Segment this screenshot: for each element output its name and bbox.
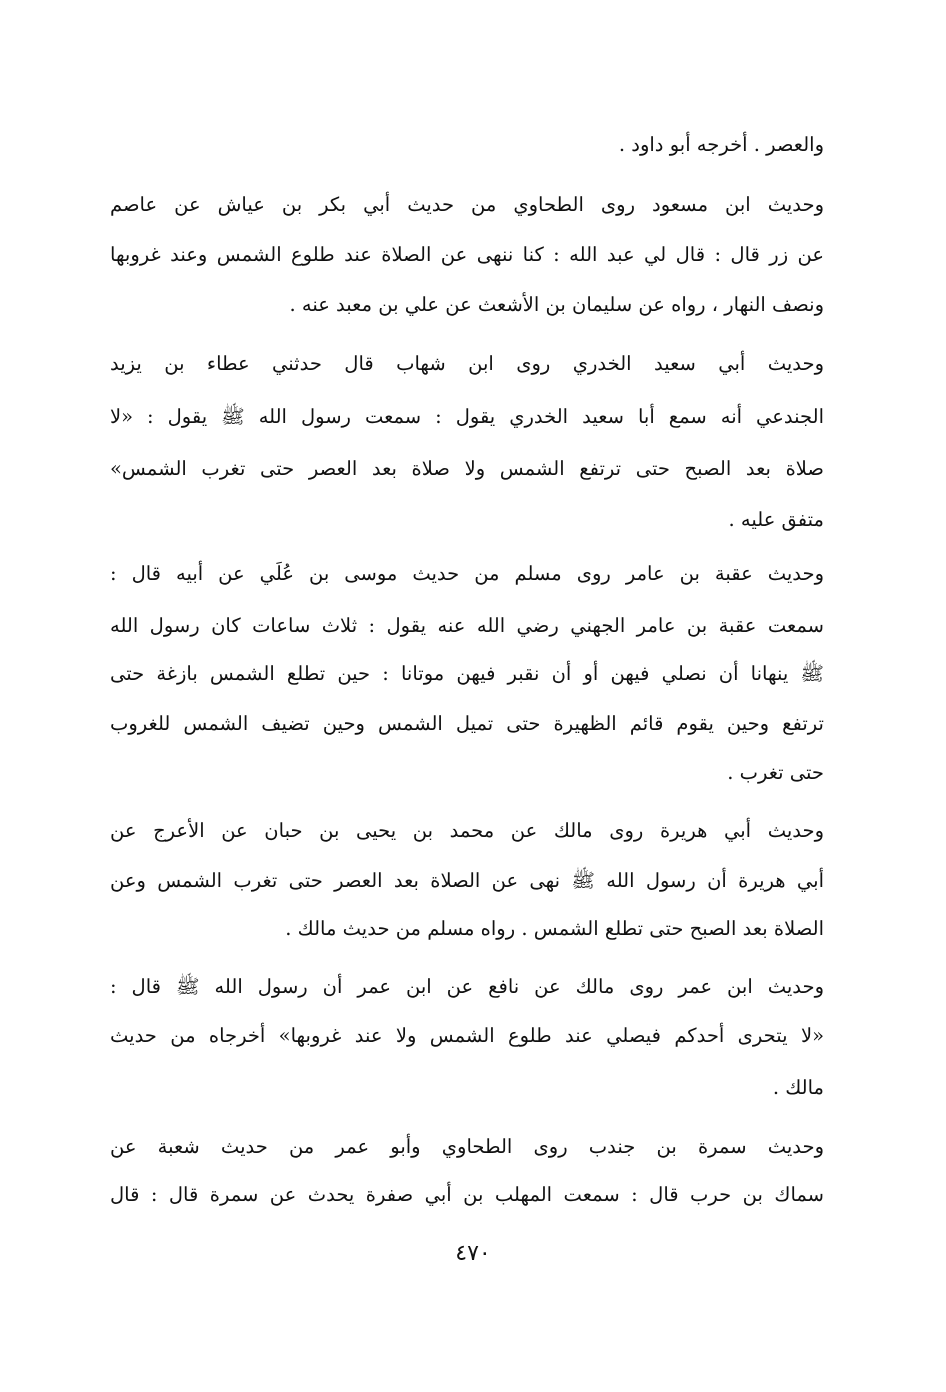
text-line: وحديث عقبة بن عامر روى مسلم من حديث موسى بن عُلَي عن أبيه قال : <box>110 562 824 585</box>
text-line: صلاة بعد الصبح حتى ترتفع الشمس ولا صلاة بعد العصر حتى تغرب الشمس» <box>110 457 824 480</box>
page-number: ٤٧٠ <box>455 1241 491 1266</box>
text-line: وحديث أبي هريرة روى مالك عن محمد بن يحيى بن حبان عن الأعرج عن <box>110 819 824 842</box>
text-line: الجندعي أنه سمع أبا سعيد الخدري يقول : سمعت رسول الله ﷺ يقول : «لا <box>110 405 824 428</box>
text-line: سماك بن حرب قال : سمعت المهلب بن أبي صفرة يحدث عن سمرة قال : قال <box>110 1183 824 1206</box>
text-line: ترتفع وحين يقوم قائم الظهيرة حتى تميل الشمس وحين تضيف الشمس للغروب <box>110 712 824 735</box>
text-line: والعصر . أخرجه أبو داود . <box>618 133 824 156</box>
text-line: وحديث سمرة بن جندب روى الطحاوي وأبو عمر من حديث شعبة عن <box>110 1135 824 1158</box>
text-line: عن زر قال : قال لي عبد الله : كنا ننهى عن الصلاة عند طلوع الشمس وعند غروبها <box>110 243 824 266</box>
text-line: وحديث ابن عمر روى مالك عن نافع عن ابن عمر أن رسول الله ﷺ قال : <box>110 975 824 998</box>
text-line: الصلاة بعد الصبح حتى تطلع الشمس . رواه مسلم من حديث مالك . <box>285 917 824 940</box>
text-line: متفق عليه . <box>728 508 824 531</box>
text-line: مالك . <box>772 1076 824 1099</box>
text-line: سمعت عقبة بن عامر الجهني رضي الله عنه يقول : ثلاث ساعات كان رسول الله <box>110 614 824 637</box>
text-line: أبي هريرة أن رسول الله ﷺ نهى عن الصلاة بعد العصر حتى تغرب الشمس وعن <box>110 869 824 892</box>
text-line: ونصف النهار ، رواه عن سليمان بن الأشعث عن علي بن معبد عنه . <box>289 293 824 316</box>
text-line: وحديث ابن مسعود روى الطحاوي من حديث أبي بكر بن عياش عن عاصم <box>110 193 824 216</box>
text-line: وحديث أبي سعيد الخدري روى ابن شهاب قال حدثني عطاء بن يزيد <box>110 352 824 375</box>
text-line: ﷺ ينهانا أن نصلي فيهن أو أن نقبر فيهن موتانا : حين تطلع الشمس بازغة حتى <box>110 662 824 685</box>
text-line: حتى تغرب . <box>727 761 824 784</box>
text-line: «لا يتحرى أحدكم فيصلي عند طلوع الشمس ولا عند غروبها» أخرجاه من حديث <box>110 1024 824 1047</box>
